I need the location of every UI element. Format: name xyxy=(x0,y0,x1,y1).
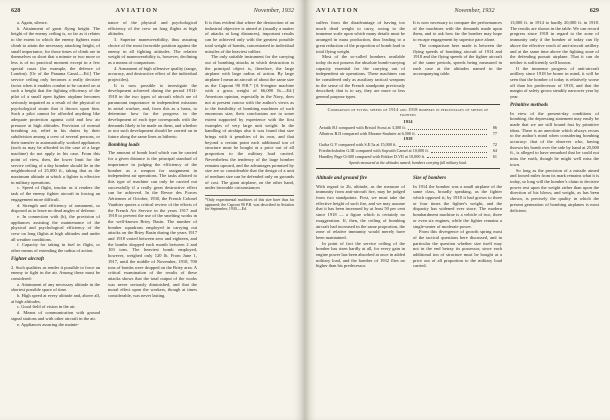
footnote: *Only experimental machines of this size have thus far appeared; the Caproni 90 P.B. was described in Aviation for September, 1930.—Ed. xyxy=(205,195,294,212)
table-row-value: 64 xyxy=(492,147,497,153)
paragraph: It is now necessary to compare the performances of the machines with the demands made upon them, and to ask how far the bomber may hope to escape engagement by superior pace alone. xyxy=(413,20,502,43)
paragraph: In 1914 the bomber was a small airplane of the same class, broadly speaking, as the fighter which opposed it; by 1918 it had grown to three or four times the fighter's weight, and the disparity has widened ever since. The modern bombardment machine is a vehicle of two, three or even six engines, while the fighter remains a single-seater of moderate power. xyxy=(413,183,502,229)
paragraph: d. Means of communication with ground signal stations and with other aircraft in the air. xyxy=(11,310,100,321)
dot-leader xyxy=(408,129,487,130)
speed-comparison-table xyxy=(316,104,500,169)
paragraph: So long as the precision of a missile aimed and loosed miles from its mark remains what it is today, so long will the bomber's claim to decisive power rest upon the weight rather than upon the direction of his blows; and weight, as has been shown, is precisely the quality in which the present generation of bombing airplanes is most deficient. xyxy=(510,167,599,213)
page-header xyxy=(316,7,599,15)
paragraph: b. High speed at every altitude and, above all, at high altitudes. xyxy=(11,293,100,304)
paragraph: d. Strength and efficiency of armament, so disposed as to leave no dead angles of defense. xyxy=(11,202,100,214)
left-page-column-3 xyxy=(205,20,294,412)
table-row xyxy=(319,154,497,160)
paragraph: If the immense progress of anti-aircraft artillery since 1918 be borne in mind, it will be seen that the bomber of today is relatively worse off than his predecessor of 1918, and that the margin of safety grows steadily narrower year by year. xyxy=(510,65,599,100)
dot-leader xyxy=(418,134,487,135)
table-row-label: Friedrichshafen G.III compared with Sopwith Camel at 10,000 ft. xyxy=(319,147,429,153)
paragraph: e. Appliances assuring the mainte- xyxy=(17,321,79,327)
right-page-column-3 xyxy=(510,20,599,412)
right-page-column-1-bottom xyxy=(316,173,405,412)
right-page-column-2-bottom xyxy=(413,173,502,412)
speed-table-frame xyxy=(316,104,500,169)
paragraph: e. In connection with (b), the provision of appliances assisting the maintenance of the physical and psychological efficiency of the crew on long flights at high altitudes and under all weather conditions. xyxy=(11,213,100,242)
table-row-label: Albatros B.II compared with Morane-Saulnier at 6,500 ft. xyxy=(319,130,416,136)
paragraph: b. Attainment of great flying height. The height of the enemy ceiling is, so far as it relates to the extent to which the enemy fighters must climb to attain the necessary attacking height, of small importance, for those times of climb are in themselves so short that a minute or two more or less is of no practical moment except in a few special cases (for example, the defence of London). [Or of the Panama Canal.—Ed.] The service ceiling only becomes a really decisive factor when it enables combat to be carried on at such a height that the fighting efficiency of the pilot of a small open fighter airplane becomes seriously impaired as a result of the physical or psychological strain that it throws upon him. Such a pilot cannot be afforded anything like adequate protection against cold and low air pressure at high altitudes. Provision of normal breathing air, relief in his duties by their subdivision among a crew of several persons, or their transfer to automatically worked appliances (such as may be afforded in the case of a large machine) do not apply in his case. From this point of view, then, the lower limit for the service ceiling of a day bomber should lie in the neighborhood of 25,000 ft., taking that as the maximum altitude at which a fighter is effective in military operations. xyxy=(11,25,100,185)
table-row-value: 72 xyxy=(492,142,497,148)
page-number: 628 xyxy=(11,7,21,14)
paragraph: In view of the present-day conditions of bombing, the depressing statement may easily be made that we are still bound fast by primitive ideas. There is an anecdote which always recurs to the author's mind when considering bombing accuracy: that of the observer who, having thrown his bomb over the side by hand at 25,000 ft., is alleged to have remarked that he could not miss the earth, though he might well miss the town. xyxy=(510,110,599,167)
text-columns xyxy=(11,20,294,412)
right-page-column-1-top xyxy=(316,20,405,100)
paragraph: c. Speed of flight, insofar as it renders the task of the enemy fighter aircraft in forcing an engagement more difficult. xyxy=(11,185,100,202)
page-header xyxy=(11,7,294,15)
paragraph: f. Capacity for taking in fuel in flight, or other means of extending the radius of action. xyxy=(11,242,100,254)
paragraph: c. Good field of vision in the air. xyxy=(17,304,76,310)
paragraph: a. Attainment of any necessary altitude in the shortest possible space of time. xyxy=(11,281,100,293)
paragraph: suffers from the disadvantage of having too much dead weight to carry, owing to the immense scale upon which many details must be arranged in mass production, thus leading to a great reduction of the proportion of bomb load to total flying weight. xyxy=(316,20,405,54)
paragraph: It is now possible to investigate the development achieved during the period 1914-1918 in the two types of aircraft which are of paramount importance in independent missions in aerial warfare, and, from this as a basis, to determine how far the progress in the development of each type corresponds with the demands likely to be made on them, and whether or not such development should be carried on in future along the same lines as hitherto. xyxy=(108,82,197,140)
section-heading: Size of bombers xyxy=(413,175,447,182)
table-row-value: 86 xyxy=(492,125,497,131)
section-heading: Primitive methods xyxy=(510,102,549,109)
table-row-value: 77 xyxy=(492,130,497,136)
paragraph: a. Again, silence. xyxy=(17,20,48,25)
paragraph: The comparison here made is between the flying speeds of bombing aircraft of 1914 and 1918 and the flying speeds of the fighter aircraft of the same periods, speeds being measured in each case at the altitudes named in the accompanying table. xyxy=(413,42,502,77)
page-number: 629 xyxy=(589,7,599,14)
paragraph: 13,000 ft. in 1914 to hardly 20,000 ft. in 1918. The results are shown in the table. We can record progress since 1918 in regard to the zone of immunity only if the bomber of today can fly above the effective reach of anti-aircraft artillery and at the same time above the fighting zone of the defending pursuit airplane. That it can do neither is sufficiently well known. xyxy=(510,20,599,65)
paragraph: The only suitable instrument for the carrying out of bombing attacks in which destruction is the principal object is, therefore, the large airplane with large radius of action. By large airplane I mean an aircraft of about the same size as the Caproni 90 P.B.* [A 6-engine machine with a gross weight of 66,000 lb.—Ed.] American opinion, especially in the Navy, does not at present concur with the author's views as to the feasibility of bombing machines of such enormous size; their conclusions are to some extent supported by experience with the first examples of very large unit weight. In the handling of airships also it was found that size brings with it penalties of its own, and that beyond a certain point each additional ton of structure must be bought at a price out of all proportion to the military load carried. Nevertheless the tendency of the large bomber remains upward, and the advantages promised by size are so considerable that the design of a unit of medium size can be defended only on grounds of cost. The giant airplane, on the other hand, under favorable circumstances xyxy=(205,54,294,191)
dot-leader xyxy=(427,157,487,158)
table-caption: Comparison of flying speeds of 1914 and 1918 bombers in percentages of speeds of fighters xyxy=(327,106,489,118)
paragraph: nance of the physical and psychological efficiency of the crew on long flights at high altitudes. xyxy=(108,20,197,37)
section-heading: Fighter aircraft xyxy=(11,256,44,263)
journal-title: AVIATION xyxy=(115,7,159,14)
paragraph: 2. Such qualities as render it possible to force an enemy to fight in the air. Among these must be considered: xyxy=(11,264,100,281)
left-page-column-2 xyxy=(108,20,197,412)
speed-table-body xyxy=(319,119,497,159)
section-heading: Altitude and ground fire xyxy=(316,175,368,182)
text-columns xyxy=(316,20,599,412)
paragraph: In point of fact the service ceiling of the bomber has risen hardly at all, for every gain in engine power has been absorbed at once in added military load, and the bomber of 1932 flies no higher than his predecessor. xyxy=(316,240,405,269)
right-page-column-2-top xyxy=(413,20,502,100)
paragraph: It is thus evident that where the destruction of an industrial objective is aimed at (usually a matter of attacks at long distances), important results can be achieved only with the greatest possible total weight of bombs, concentrated in individual missiles of the heaviest caliber. xyxy=(205,20,294,54)
table-row-value: 61 xyxy=(492,153,497,159)
table-row-label: Handley Page O/400 compared with Fokker D.VII at 10,000 ft. xyxy=(319,153,426,159)
dot-leader xyxy=(399,146,487,147)
dot-leader xyxy=(431,152,487,153)
table-year-heading: 1918 xyxy=(403,136,413,142)
paragraph: 4. Armament of high offensive quality (range, accuracy, and destructive effect of the individual projectiles). xyxy=(108,65,197,83)
table-row-label: Aviatik B.I compared with Bristol Scout at 3,300 ft. xyxy=(319,125,406,131)
issue-date: November, 1932 xyxy=(253,7,294,14)
paragraph: 3. Superior maneuverability, thus assuring choice of the most favorable position against the enemy in all fighting attitudes. The relative weight of maneuverability is, however, declining as a means of comparison. xyxy=(108,37,197,65)
section-heading: Bombing loads xyxy=(108,142,140,149)
left-page-column-1 xyxy=(11,20,100,412)
paragraph: Most of the so-called bombers available today do not possess the absolute bomb-carrying capacity essential for the carrying out of independent air operations. These machines can be considered only as auxiliary tactical weapons in the sense of the French standpoint previously described; that is to say, they are more or less general purpose types. xyxy=(316,54,405,100)
journal-title: AVIATION xyxy=(316,7,360,14)
issue-date: November, 1932 xyxy=(454,7,495,14)
paragraph: With regard to 2b, altitude, as the measure of immunity from anti-aircraft fire, may be judged from two standpoints. First, we must take the effective height of such fire, and we may assume that it has been increased by at least 50 per cent since 1918 — a figure which is certainly no exaggeration. If, then, the ceiling of bombing aircraft had increased in the same proportion, the zone of relative immunity would merely have been maintained. xyxy=(316,183,405,240)
paragraph: From this divergence of growth spring most of the tactical questions here discussed, and in particular the question whether size itself may not in the end betray its possessor, since each additional ton of structure must be bought at a price out of all proportion to the military load carried. xyxy=(413,229,502,269)
page-629 xyxy=(305,0,610,420)
table-year-heading: 1914 xyxy=(403,119,413,125)
table-row-label: Gotha G.V compared with S.E.5a at 15,000 ft. xyxy=(319,142,397,148)
paragraph: The amount of bomb load which can be carried for a given distance is the principal standard of importance in judging the efficiency of the bomber as a weapon for assignment in independent air operations. The tasks allotted to this type of machine can only be carried out successfully if a really great destructive effect can be achieved. In the Revue des Forces Aériennes of October, 1930, the French Colonel Vauthier quotes a critical review of the efforts of the French Air Service in the years 1917 and 1918 to prevent the use of the smelting works in the well-known Briey Basin. The number of bomber squadrons employed in carrying out attacks on the Briey Basin during the years 1917 and 1918 varied between zero and eighteen, and the bombs dropped each month between 2 and 103 tons. The heaviest bomb employed, however, weighed only 120 lb. From June 1, 1917, until the middle of November, 1918, 700 tons of bombs were dropped on the Briey area. A critical examination of the results of these attacks shows that the total output of the works was never seriously diminished, and that the moral effect upon the workers, though at times considerable, was never lasting. xyxy=(108,150,197,299)
table-note: Speeds measured at the altitudes named; bombers carrying full military load. xyxy=(349,160,467,165)
